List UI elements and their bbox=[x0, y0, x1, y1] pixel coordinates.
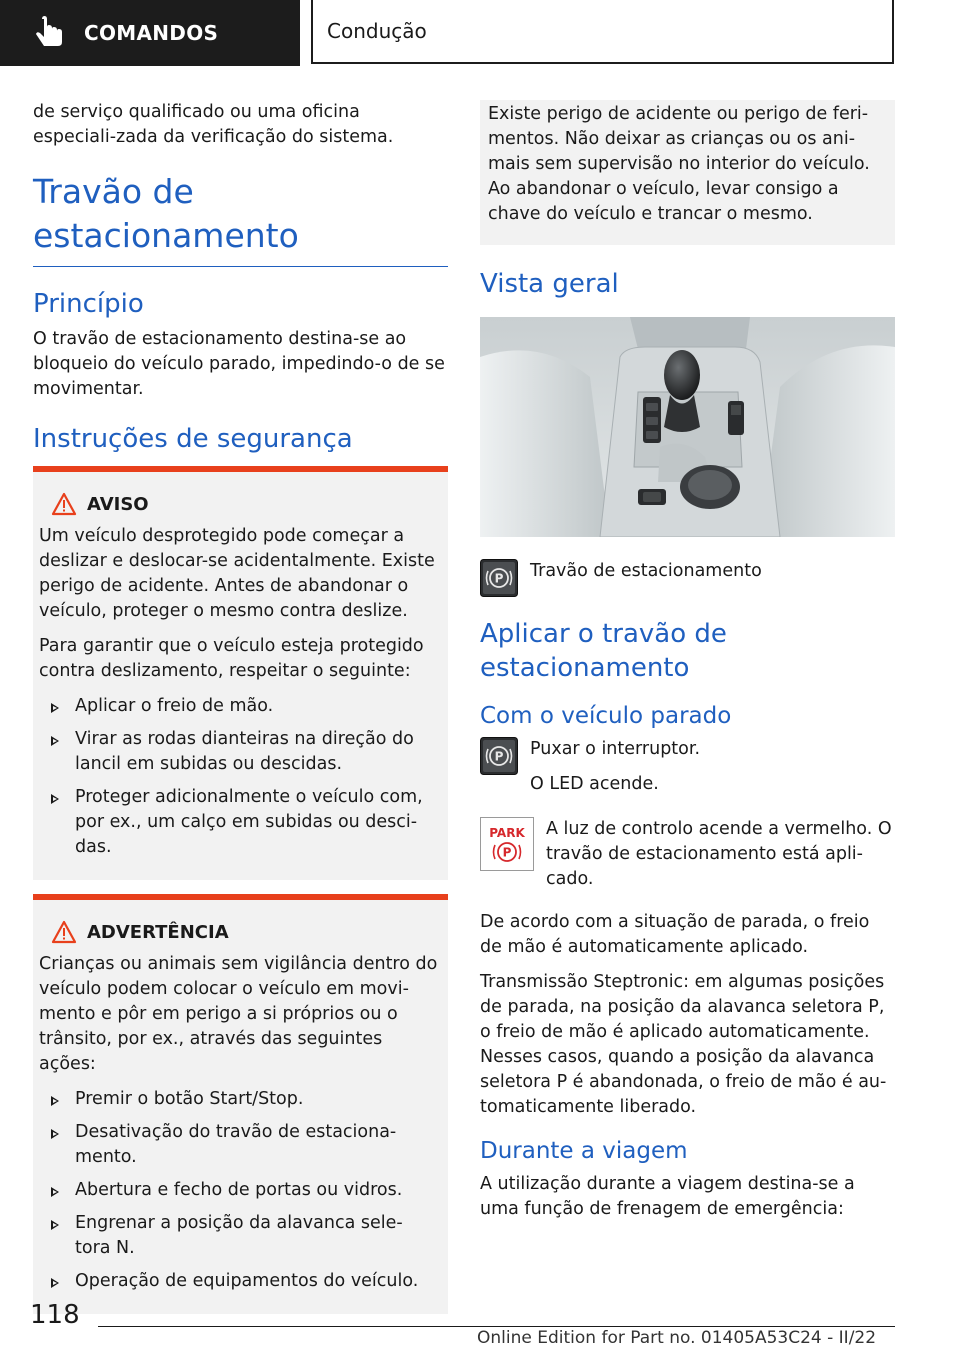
list-item: Aplicar o freio de mão. bbox=[39, 694, 438, 719]
warning-triangle-icon bbox=[51, 920, 77, 944]
warning-text: Um veículo desprotegido pode começar a deslizar e deslocar-se acidentalmente. Existe perigo de acidente. Antes de abandonar o veículo, proteger o mesmo contra deslize. bbox=[39, 526, 435, 621]
section-title: Travão de estacionamento bbox=[33, 170, 448, 267]
park-label: PARK bbox=[489, 826, 525, 840]
list-item: Desativação do travão de estaciona‐mento. bbox=[39, 1120, 438, 1170]
warning-list bbox=[39, 694, 438, 860]
footer-divider bbox=[98, 1326, 895, 1327]
right-column bbox=[480, 100, 895, 1232]
heading-overview: Vista geral bbox=[480, 269, 619, 299]
tab-section-label: Condução bbox=[327, 19, 427, 43]
tab-section[interactable] bbox=[311, 0, 894, 64]
page-header bbox=[0, 0, 960, 66]
park-indicator-row bbox=[480, 817, 895, 902]
icon-caption: Travão de estacionamento bbox=[530, 561, 762, 581]
list-item: Proteger adicionalmente o veículo com, por ex., um calço em subidas ou desci‐das. bbox=[39, 785, 438, 860]
park-indicator-icon bbox=[480, 817, 534, 871]
principle-text: O travão de estacionamento destina-se ao bloqueio do veículo parado, impedindo-o de se movimentar. bbox=[33, 329, 445, 399]
list-item: Abertura e fecho de portas ou vidros. bbox=[39, 1178, 438, 1203]
list-item: Operação de equipamentos do veículo. bbox=[39, 1269, 438, 1294]
parking-brake-button-icon bbox=[480, 737, 518, 775]
list-item: Virar as rodas dianteiras na direção do lancil em subidas ou descidas. bbox=[39, 727, 438, 777]
caution-title: ADVERTÊNCIA bbox=[39, 920, 438, 944]
svg-text:P: P bbox=[502, 845, 512, 860]
pull-switch-text: Puxar o interruptor. bbox=[530, 739, 701, 759]
heading-parked: Com o veículo parado bbox=[480, 703, 732, 729]
center-console-photo bbox=[480, 317, 895, 537]
overview-caption-row bbox=[480, 559, 895, 597]
caution-text: Crianças ou animais sem vigilância dentro do veículo podem colocar o veículo em movi‐mento e pôr em perigo a si próprios ou o trânsito, por ex., através das seguintes ações: bbox=[39, 954, 438, 1074]
warning-text-2: Para garantir que o veículo esteja protegido contra deslizamento, respeitar o seguinte: bbox=[39, 636, 424, 681]
intro-text: de serviço qualificado ou uma oficina especiali‐zada da verificação do sistema. bbox=[33, 102, 394, 147]
parking-brake-button-icon bbox=[480, 559, 518, 597]
park-text: A luz de controlo acende a vermelho. O travão de estacionamento está apli‐cado. bbox=[546, 819, 892, 889]
led-on-text: O LED acende. bbox=[530, 774, 659, 794]
steptronic-text: Transmissão Steptronic: em algumas posições de parada, na posição da alavanca seletora P, o freio de mão é aplicado automaticamente. Nesses casos, quando a posição da alavanca seletora P é abandonada, o freio de mão é au‐tomaticamente liberado. bbox=[480, 972, 887, 1117]
warning-box bbox=[33, 466, 448, 880]
svg-text:P: P bbox=[494, 571, 504, 586]
caution-box-continued bbox=[480, 100, 895, 245]
edition-label: Online Edition for Part no. 01405A53C24 - II/22 bbox=[477, 1328, 877, 1348]
left-column bbox=[33, 100, 448, 1314]
list-item: Premir o botão Start/Stop. bbox=[39, 1087, 438, 1112]
svg-text:P: P bbox=[494, 749, 504, 764]
hand-pointer-icon bbox=[30, 13, 70, 53]
driving-text: A utilização durante a viagem destina-se a uma função de frenagem de emergência: bbox=[480, 1174, 855, 1219]
page-number: 118 bbox=[30, 1300, 80, 1330]
tab-commands-label: COMANDOS bbox=[84, 21, 219, 45]
heading-principle: Princípio bbox=[33, 289, 144, 319]
pull-switch-row bbox=[480, 737, 895, 807]
warning-triangle-icon bbox=[51, 492, 77, 516]
caution-list bbox=[39, 1087, 438, 1294]
page-footer bbox=[0, 1290, 960, 1362]
heading-safety: Instruções de segurança bbox=[33, 424, 353, 454]
list-item: Engrenar a posição da alavanca sele‐tora N. bbox=[39, 1211, 438, 1261]
auto-apply-text: De acordo com a situação de parada, o freio de mão é automaticamente aplicado. bbox=[480, 912, 870, 957]
heading-apply: Aplicar o travão de estacionamento bbox=[480, 619, 727, 683]
warning-title: AVISO bbox=[39, 492, 438, 516]
caution-continued-text: Existe perigo de acidente ou perigo de feri‐mentos. Não deixar as crianças ou os ani‐mais sem supervisão no interior do veículo. Ao abandonar o veículo, levar consigo a chave do veículo e trancar o mesmo. bbox=[488, 104, 870, 224]
center-console-illustration bbox=[480, 317, 895, 537]
heading-driving: Durante a viagem bbox=[480, 1138, 688, 1164]
tab-commands[interactable] bbox=[0, 0, 300, 66]
caution-box bbox=[33, 894, 448, 1314]
